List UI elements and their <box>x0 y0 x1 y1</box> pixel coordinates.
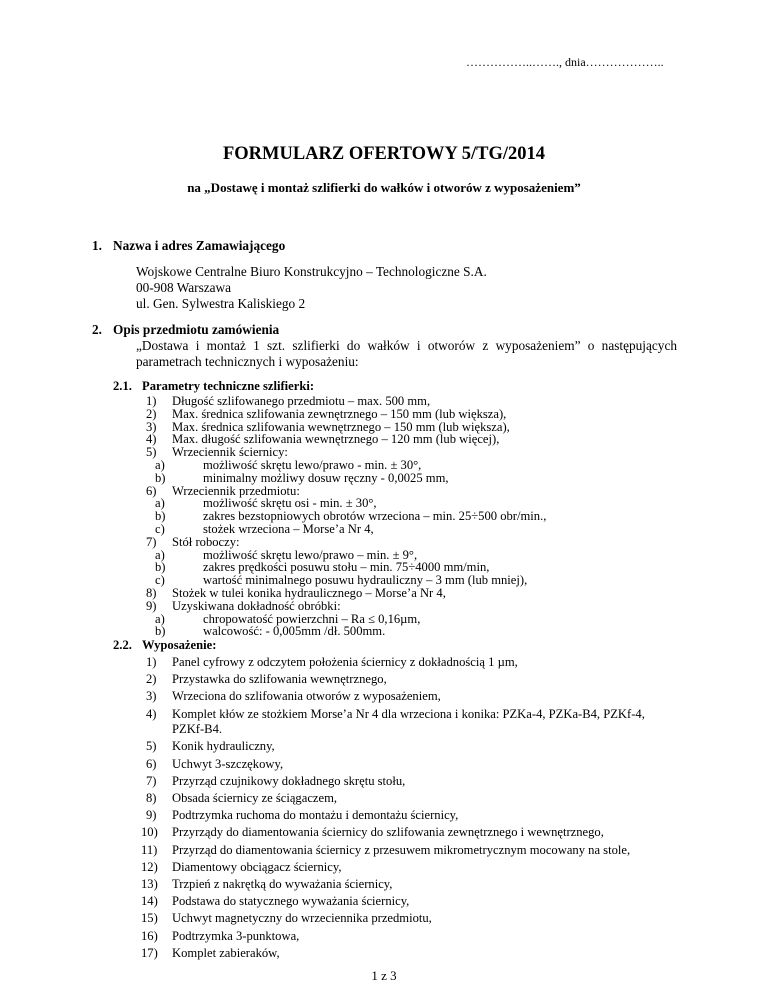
param-item-text: Max. długość szlifowania wewnętrznego – 120 mm (lub więcej), <box>172 432 500 447</box>
param-subitem-text: wartość minimalnego posuwu hydrauliczny – 3 mm (lub mniej), <box>203 573 528 588</box>
page-subtitle: na „Dostawę i montaż szlifierki do wałków i otworów z wyposażeniem” <box>187 180 581 195</box>
param-subitem-marker: a) <box>155 458 165 472</box>
equipment-item-text: Przyrządy do diamentowania ściernicy do szlifowania zewnętrznego i wewnętrznego, <box>172 825 604 840</box>
param-subitem-marker: a) <box>155 611 165 626</box>
subsection-2-2-number: 2.2. <box>113 638 132 652</box>
equipment-item-text: Panel cyfrowy z odczytem położenia ściernicy z dokładnością 1 µm, <box>172 655 518 669</box>
equipment-item-text: Obsada ściernicy ze ściągaczem, <box>172 791 338 805</box>
equipment-item-text: Wrzeciona do szlifowania otworów z wyposażeniem, <box>172 689 441 704</box>
equipment-item-number: 3) <box>146 689 157 704</box>
param-subitem-marker: c) <box>155 522 165 536</box>
section-1-number: 1. <box>92 238 102 253</box>
param-subitem-text: możliwość skrętu osi - min. ± 30°, <box>203 496 377 511</box>
orderer-postcode: 00-908 Warszawa <box>136 280 232 295</box>
orderer-street: ul. Gen. Sylwestra Kaliskiego 2 <box>136 296 306 311</box>
param-item-number: 4) <box>146 432 157 447</box>
param-item-number: 9) <box>146 598 157 613</box>
equipment-item-number: 7) <box>146 773 157 788</box>
section-2-heading: Opis przedmiotu zamówienia <box>113 322 280 337</box>
param-subitem-text: minimalny możliwy dosuw ręczny - 0,0025 mm, <box>203 470 449 485</box>
param-subitem-marker: a) <box>155 547 165 562</box>
equipment-item-number: 6) <box>146 756 157 771</box>
equipment-item-number: 9) <box>146 808 157 823</box>
param-subitem-text: zakres bezstopniowych obrotów wrzeciona – min. 25÷500 obr/min., <box>203 509 547 524</box>
param-item-text: Wrzeciennik ściernicy: <box>172 445 288 460</box>
param-item-number: 5) <box>146 445 157 460</box>
param-item-number: 1) <box>146 394 157 408</box>
equipment-item-number: 2) <box>146 672 157 687</box>
subsection-2-1-number: 2.1. <box>113 379 132 393</box>
equipment-item-number: 13) <box>141 877 158 891</box>
equipment-item-text: Diamentowy obciągacz ściernicy, <box>172 859 342 874</box>
equipment-item-text: Konik hydrauliczny, <box>172 739 275 754</box>
param-subitem-text: stożek wrzeciona – Morse’a Nr 4, <box>203 522 374 536</box>
param-subitem-text: możliwość skrętu lewo/prawo – min. ± 9°, <box>203 547 418 562</box>
equipment-item-text: Podtrzymka ruchoma do montażu i demontażu ściernicy, <box>172 808 459 823</box>
equipment-item-text: Przyrząd czujnikowy dokładnego skrętu stołu, <box>172 773 406 788</box>
page-number: 1 z 3 <box>371 968 397 983</box>
section-1-heading: Nazwa i adres Zamawiającego <box>113 238 286 253</box>
param-item-text: Długość szlifowanego przedmiotu – max. 500 mm, <box>172 394 431 408</box>
param-subitem-marker: b) <box>155 624 166 639</box>
param-item-text: Stożek w tulei konika hydraulicznego – Morse’a Nr 4, <box>172 586 446 600</box>
param-subitem-text: zakres prędkości posuwu stołu – min. 75÷4000 mm/min, <box>203 560 490 575</box>
param-subitem-marker: b) <box>155 509 166 524</box>
equipment-item-number: 17) <box>141 945 158 960</box>
subsection-2-2-heading: Wyposażenie: <box>142 638 217 652</box>
equipment-item-text: Trzpień z nakrętką do wyważania ściernicy, <box>172 877 393 891</box>
param-item-text: Max. średnica szlifowania zewnętrznego – 150 mm (lub większa), <box>172 406 507 421</box>
param-subitem-marker: a) <box>155 496 165 511</box>
section-2-intro-line-2: parametrach technicznych i wyposażeniu: <box>136 354 359 369</box>
param-subitem-text: chropowatość powierzchni – Ra ≤ 0,16µm, <box>203 611 421 626</box>
section-2-intro-line-1: „Dostawa i montaż 1 szt. szlifierki do wałków i otworów z wyposażeniem” o następujących <box>136 338 677 353</box>
equipment-item-number: 11) <box>141 842 158 857</box>
equipment-item-text: Komplet kłów ze stożkiem Morse’a Nr 4 dla wrzeciona i konika: PZKa-4, PZKa-B4, PZKf-4, <box>172 706 645 721</box>
equipment-item-number: 14) <box>141 894 158 909</box>
param-subitem-marker: c) <box>155 573 165 588</box>
date-line: ……………..……., dnia……………….. <box>466 55 664 69</box>
param-item-number: 8) <box>146 586 157 600</box>
param-item-text: Wrzeciennik przedmiotu: <box>172 483 300 498</box>
equipment-item-text: Uchwyt 3-szczękowy, <box>172 756 284 771</box>
equipment-item-number: 16) <box>141 928 158 943</box>
param-subitem-marker: b) <box>155 560 166 575</box>
param-item-text: Stół roboczy: <box>172 534 240 549</box>
param-subitem-marker: b) <box>155 470 166 485</box>
param-subitem-text: możliwość skrętu lewo/prawo - min. ± 30°, <box>203 458 422 472</box>
page-title: FORMULARZ OFERTOWY 5/TG/2014 <box>222 144 546 164</box>
equipment-item-number: 5) <box>146 739 157 754</box>
param-subitem-text: walcowość: - 0,005mm /dł. 500mm. <box>203 624 386 639</box>
subsection-2-1-heading: Parametry techniczne szlifierki: <box>142 379 315 393</box>
param-item-text: Uzyskiwana dokładność obróbki: <box>172 598 341 613</box>
equipment-item-text: Przyrząd do diamentowania ściernicy z przesuwem mikrometrycznym mocowany na stole, <box>172 842 631 857</box>
equipment-item-number: 8) <box>146 791 157 805</box>
equipment-item-text: Podtrzymka 3-punktowa, <box>172 928 300 943</box>
param-item-number: 2) <box>146 406 157 421</box>
equipment-item-text: Przystawka do szlifowania wewnętrznego, <box>172 672 387 687</box>
equipment-item-number: 12) <box>141 859 158 874</box>
param-item-text: Max. średnica szlifowania wewnętrznego – 150 mm (lub większa), <box>172 419 510 434</box>
equipment-item-number: 15) <box>141 911 158 926</box>
param-item-number: 6) <box>146 483 157 498</box>
equipment-item-number: 4) <box>146 706 157 721</box>
param-item-number: 7) <box>146 534 157 549</box>
equipment-item-text: Podstawa do statycznego wyważania ściernicy, <box>172 894 410 909</box>
equipment-item-number: 10) <box>141 825 158 840</box>
orderer-name: Wojskowe Centralne Biuro Konstrukcyjno – Technologiczne S.A. <box>136 264 487 279</box>
section-2-number: 2. <box>92 322 102 337</box>
equipment-item-number: 1) <box>146 655 157 669</box>
equipment-item-text-continuation: PZKf-B4. <box>172 722 223 737</box>
param-item-number: 3) <box>146 419 157 434</box>
equipment-item-text: Komplet zabieraków, <box>172 945 280 960</box>
equipment-item-text: Uchwyt magnetyczny do wrzeciennika przedmiotu, <box>172 911 432 926</box>
